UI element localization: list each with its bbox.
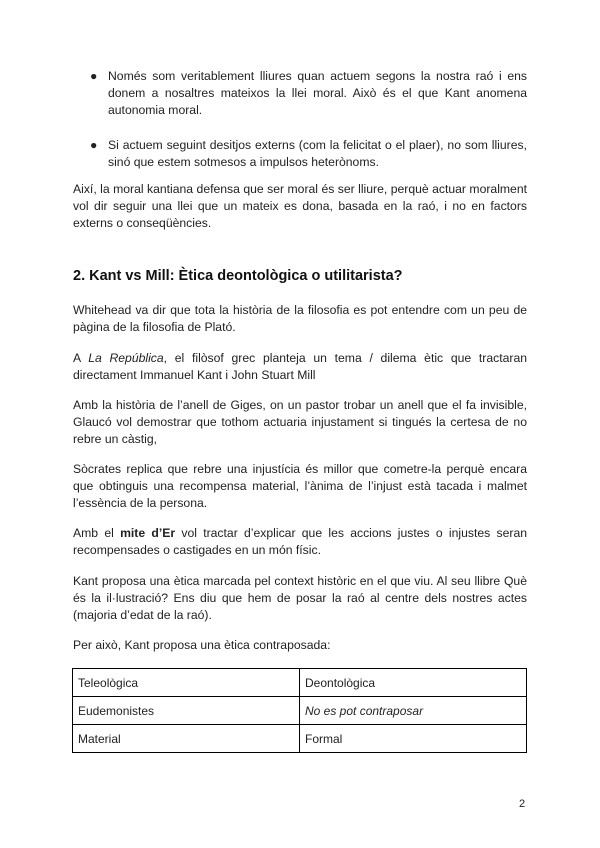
republica-post: , el filòsof grec planteja un tema / dilema ètic que tractaran directament Immanuel Kant i John Stuart Mill — [73, 351, 527, 382]
table-row — [73, 697, 527, 725]
bullet-text: Si actuem seguint desitjos externs (com la felicitat o el plaer), no som lliures, sinó que estem sotmesos a impulsos heterònoms. — [108, 138, 527, 169]
bullet-text: Només som veritablement lliures quan actuem segons la nostra raó i ens donem a nosaltres mateixos la llei moral. Això és el que Kant anomena autonomia moral. — [108, 69, 527, 117]
kant-context-paragraph: Kant proposa una ètica marcada pel context històric en el que viu. Al seu llibre Què és la il·lustració? Ens diu que hem de posar la raó al centre dels nostres actes (majoria d’edat de la raó). — [73, 574, 527, 622]
page-number: 2 — [519, 798, 526, 810]
table-cell — [300, 697, 527, 725]
republica-title: La República — [88, 351, 164, 365]
republica-pre: A — [73, 351, 89, 365]
republica-paragraph — [73, 350, 527, 384]
bullet-dot: ● — [90, 69, 98, 83]
whitehead-paragraph: Whitehead va dir que tota la història de la filosofia es pot entendre com un peu de pàgina de la filosofia de Plató. — [73, 303, 527, 334]
per-aixo-paragraph: Per això, Kant proposa una ètica contraposada: — [73, 638, 331, 652]
table-cell-italic: No es pot contraposar — [305, 703, 424, 718]
table-cell: Deontològica — [300, 669, 527, 697]
er-pre: Amb el — [73, 526, 121, 540]
giges-paragraph: Amb la història de l’anell de Giges, on un pastor trobar un anell que el fa invisible, Glaucó vol demostrar que tothom actuaria injustament si tingués la certesa de no rebre un càstig, — [73, 398, 527, 446]
section-heading: 2. Kant vs Mill: Ètica deontològica o utilitarista? — [73, 268, 403, 284]
bullet-dot: ● — [90, 138, 98, 152]
table-row — [73, 669, 527, 697]
table-cell: Formal — [300, 725, 527, 753]
table-cell: Eudemonistes — [73, 697, 300, 725]
bullet-item — [90, 68, 527, 119]
bullet-item — [90, 137, 527, 171]
conclusion-paragraph: Així, la moral kantiana defensa que ser moral és ser lliure, perquè actuar moralment vol dir seguir una llei que un mateix es dona, basada en la raó, i no en factors externs o conseqüències. — [73, 182, 527, 230]
table-cell: Teleològica — [73, 669, 300, 697]
table-cell: Material — [73, 725, 300, 753]
er-paragraph — [73, 525, 527, 559]
table-row — [73, 725, 527, 753]
socrates-paragraph: Sòcrates replica que rebre una injustícia és millor que cometre-la perquè encara que obtinguis una recompensa material, l’ànima de l’injust està tacada i malmet l’essència de la persona. — [73, 462, 527, 510]
ethics-table — [72, 668, 527, 753]
er-bold: mite d’Er — [120, 526, 176, 540]
er-post: vol tractar d’explicar que les accions justes o injustes seran recompensades o castigades en un món físic. — [73, 526, 527, 557]
